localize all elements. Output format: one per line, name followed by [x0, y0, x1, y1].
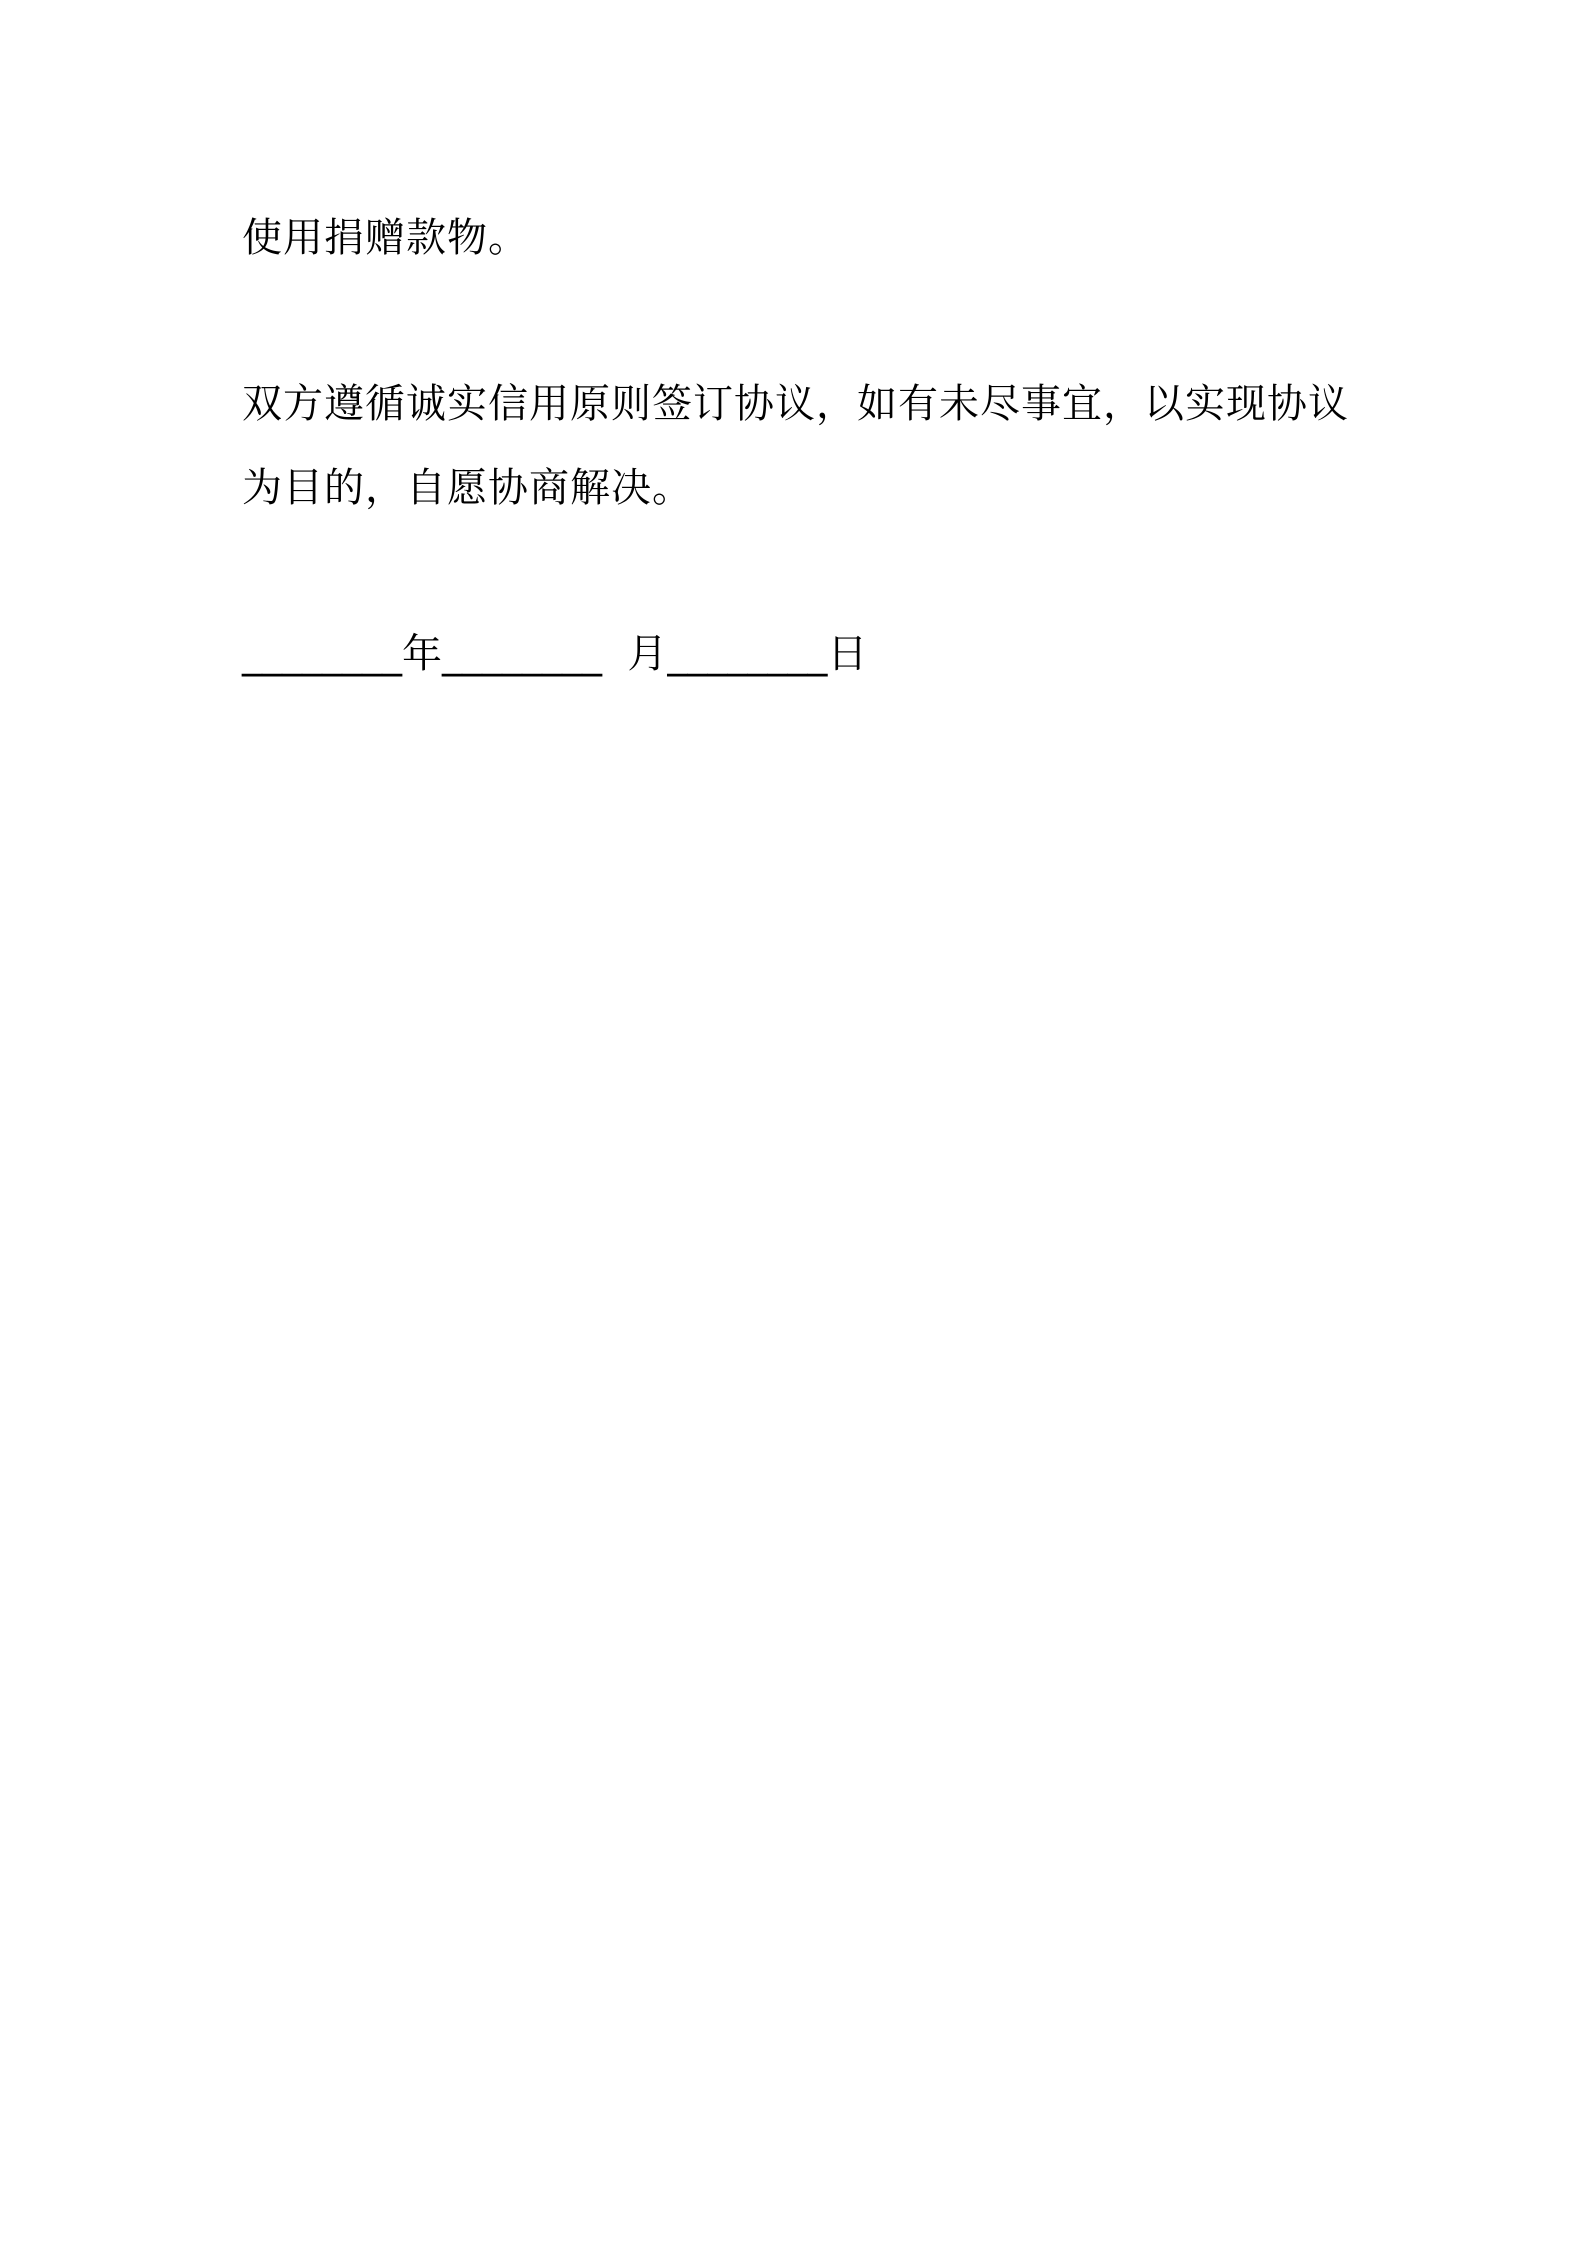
paragraph-donation-usage: 使用捐赠款物。: [242, 215, 529, 261]
paragraph-negotiation-clause: 双方遵循诚实信用原则签订协议，如有未尽事宜，以实现协议为目的，自愿协商解决。: [242, 381, 1349, 511]
date-signature-line: ________年________ 月________日: [242, 631, 868, 677]
document-body: [242, 196, 1352, 696]
